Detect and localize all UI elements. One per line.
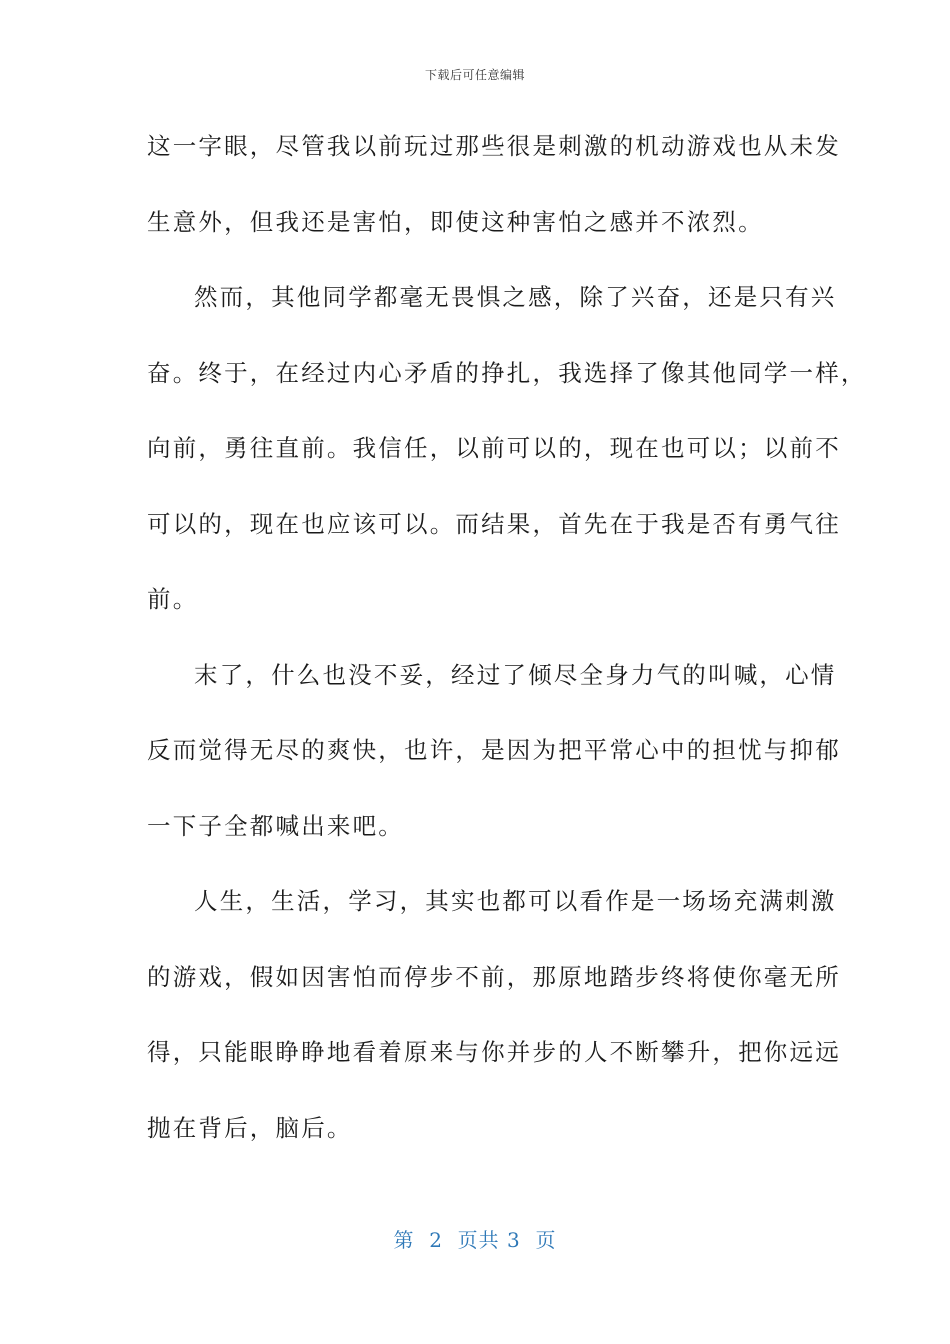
page-footer — [0, 1224, 950, 1253]
document-body — [147, 120, 867, 1177]
text-line: 一下子全都喊出来吧。 — [147, 811, 404, 840]
text-line: 这一字眼，尽管我以前玩过那些很是刺激的机动游戏也从未发 — [147, 132, 841, 160]
page-header: 下载后可任意编辑 — [424, 68, 525, 82]
text-line: 人生，生活，学习，其实也都可以看作是一场场充满刺激 — [194, 887, 837, 915]
text-line: 向前，勇往直前。我信任，以前可以的，现在也可以；以前不 — [147, 434, 841, 462]
text-line: 生意外，但我还是害怕，即使这种害怕之感并不浓烈。 — [147, 207, 764, 236]
text-line: 得，只能眼睁睁地看着原来与你并步的人不断攀升，把你远远 — [147, 1038, 841, 1066]
text-line: 反而觉得无尽的爽快，也许，是因为把平常心中的担忧与抑郁 — [147, 736, 841, 764]
text-line: 抛在背后，脑后。 — [147, 1113, 353, 1142]
page-number-text: 第 2 页共 3 页 — [393, 1228, 557, 1252]
text-line: 奋。终于，在经过内心矛盾的挣扎，我选择了像其他同学一样， — [147, 358, 867, 387]
text-line: 末了，什么也没不妥，经过了倾尽全身力气的叫喊，心情 — [194, 660, 837, 689]
text-line: 然而，其他同学都毫无畏惧之感，除了兴奋，还是只有兴 — [194, 283, 837, 311]
text-line: 前。 — [147, 585, 199, 613]
text-line: 的游戏，假如因害怕而停步不前，那原地踏步终将使你毫无所 — [147, 962, 841, 991]
text-line: 可以的，现在也应该可以。而结果，首先在于我是否有勇气往 — [147, 509, 841, 538]
